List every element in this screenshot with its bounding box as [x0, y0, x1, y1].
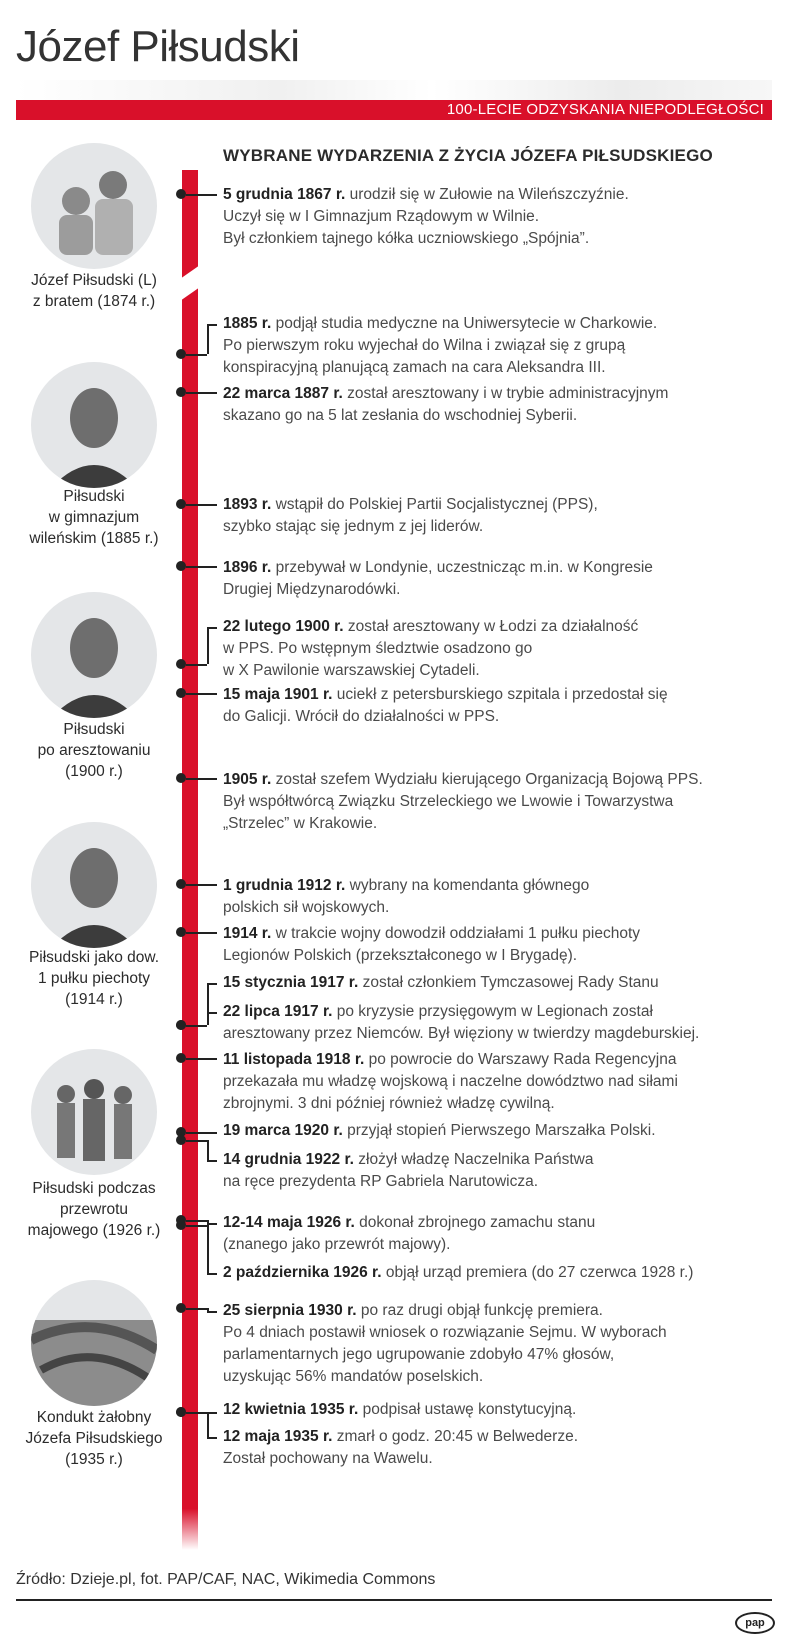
pap-logo: pap [735, 1612, 775, 1634]
bottom-rule [16, 1599, 772, 1601]
event-text-line: Po pierwszym roku wyjechał do Wilna i związał się z grupą [223, 337, 626, 354]
timeline-dot [176, 1020, 186, 1030]
event-date: 1 grudnia 1912 r. [223, 877, 346, 894]
timeline-event [223, 769, 703, 835]
timeline-event [223, 184, 629, 250]
timeline-event [223, 1399, 576, 1421]
event-date: 1885 r. [223, 315, 272, 332]
event-text-line: konspiracyjną planującą zamach na cara Aleksandra III. [223, 359, 606, 376]
timeline-connector [186, 354, 207, 356]
event-text-line: w PPS. Po wstępnym śledztwie osadzono go [223, 640, 533, 657]
timeline-event [223, 1149, 593, 1193]
timeline-connector [186, 504, 217, 506]
timeline-dot [176, 688, 186, 698]
event-date: 12 maja 1935 r. [223, 1428, 333, 1445]
timeline-connector [207, 1412, 209, 1437]
event-text-line: uzyskując 56% mandatów poselskich. [223, 1368, 484, 1385]
event-text-line: „Strzelec” w Krakowie. [223, 815, 378, 832]
timeline-connector [186, 1308, 207, 1310]
event-date: 1905 r. [223, 771, 272, 788]
event-date: 14 grudnia 1922 r. [223, 1151, 354, 1168]
event-text: uciekł z petersburskiego szpitala i przedostał się [332, 686, 668, 703]
timeline-event [223, 684, 668, 728]
timeline-event [223, 923, 640, 967]
event-date: 5 grudnia 1867 r. [223, 186, 346, 203]
event-text: został członkiem Tymczasowej Rady Stanu [358, 974, 659, 991]
event-text-line: Drugiej Międzynarodówki. [223, 581, 401, 598]
timeline-connector [186, 932, 217, 934]
event-text-line: w X Pawilonie warszawskiej Cytadeli. [223, 662, 480, 679]
timeline-connector [207, 1223, 217, 1225]
event-text: podpisał ustawę konstytucyjną. [358, 1401, 577, 1418]
timeline-connector [186, 1140, 207, 1142]
timeline-event [223, 1262, 693, 1284]
event-text-line: na ręce prezydenta RP Gabriela Narutowicza. [223, 1173, 539, 1190]
timeline-connector [207, 1012, 217, 1014]
event-text: wybrany na komendanta głównego [345, 877, 590, 894]
event-text: przebywał w Londynie, uczestnicząc m.in. w Kongresie [271, 559, 653, 576]
event-text: dokonał zbrojnego zamachu stanu [354, 1214, 596, 1231]
timeline-connector [207, 1437, 217, 1439]
timeline-dot [176, 773, 186, 783]
timeline-dot [176, 879, 186, 889]
timeline-event [223, 875, 589, 919]
event-date: 15 maja 1901 r. [223, 686, 333, 703]
event-text-line: szybko stając się jednym z jej liderów. [223, 518, 484, 535]
event-text: podjął studia medyczne na Uniwersytecie w Charkowie. [271, 315, 658, 332]
event-date: 1914 r. [223, 925, 272, 942]
event-text-line: zbrojnymi. 3 dni później również władzę cywilną. [223, 1095, 555, 1112]
timeline-connector [186, 1132, 217, 1134]
event-text-line: do Galicji. Wrócił do działalności w PPS. [223, 708, 500, 725]
timeline-event [223, 616, 638, 682]
event-text-line: Uczył się w I Gimnazjum Rządowym w Wilnie. [223, 208, 540, 225]
event-date: 1893 r. [223, 496, 272, 513]
photo-caption: Piłsudski podczas przewrotu majowego (1926 r.) [27, 1180, 161, 1239]
timeline-connector [186, 566, 217, 568]
timeline-dot [176, 349, 186, 359]
photo-caption: Kondukt żałobny Józefa Piłsudskiego (1935 r.) [25, 1409, 163, 1468]
event-date: 12-14 maja 1926 r. [223, 1214, 355, 1231]
timeline-connector [186, 194, 217, 196]
timeline-dot [176, 499, 186, 509]
timeline-connector [186, 1220, 207, 1222]
event-text-line: parlamentarnych jego ugrupowanie zdobyło 47% głosów, [223, 1346, 615, 1363]
event-date: 25 sierpnia 1930 r. [223, 1302, 357, 1319]
event-text: wstąpił do Polskiej Partii Socjalistycznej (PPS), [271, 496, 598, 513]
timeline-dot [176, 927, 186, 937]
timeline-connector [207, 324, 209, 354]
timeline-dot [176, 1220, 186, 1230]
timeline-event [223, 557, 653, 601]
event-text: zmarł o godz. 20:45 w Belwederze. [332, 1428, 579, 1445]
source-note: Źródło: Dzieje.pl, fot. PAP/CAF, NAC, Wikimedia Commons [16, 1571, 436, 1588]
timeline-dot [176, 189, 186, 199]
timeline-connector [186, 884, 217, 886]
event-text-line: Po 4 dniach postawił wniosek o rozwiązanie Sejmu. W wyborach [223, 1324, 667, 1341]
timeline-event [223, 494, 598, 538]
banner-label: 100-LECIE ODZYSKANIA NIEPODLEGŁOŚCI [446, 101, 764, 118]
event-text-line: aresztowany przez Niemców. Był więziony w twierdzy magdeburskiej. [223, 1025, 700, 1042]
event-date: 15 stycznia 1917 r. [223, 974, 359, 991]
timeline-bar [182, 170, 198, 1550]
timeline-connector [186, 1225, 207, 1227]
photo-commander [31, 822, 157, 948]
timeline-connector [207, 1225, 209, 1273]
event-text: urodził się w Zułowie na Wileńszczyźnie. [345, 186, 629, 203]
timeline-connector [207, 1160, 217, 1162]
flag-red-stripe [16, 100, 772, 120]
event-date: 22 marca 1887 r. [223, 385, 343, 402]
timeline-event [223, 1049, 678, 1115]
event-text: został aresztowany w Łodzi za działalność [343, 618, 639, 635]
photo-funeral [31, 1280, 157, 1406]
timeline-event [223, 1001, 699, 1045]
event-text: został aresztowany i w trybie administracyjnym [342, 385, 669, 402]
timeline-connector [186, 392, 217, 394]
timeline-event [223, 1212, 595, 1256]
event-date: 1896 r. [223, 559, 272, 576]
timeline-connector [186, 1025, 207, 1027]
timeline-connector [207, 1012, 209, 1025]
timeline-dot [176, 1053, 186, 1063]
timeline-dot [176, 1303, 186, 1313]
event-date: 12 kwietnia 1935 r. [223, 1401, 359, 1418]
timeline-dot [176, 1407, 186, 1417]
event-text-line: Został pochowany na Wawelu. [223, 1450, 433, 1467]
event-text: po raz drugi objął funkcję premiera. [356, 1302, 603, 1319]
event-text: złożył władzę Naczelnika Państwa [353, 1151, 594, 1168]
page-title: Józef Piłsudski [16, 22, 300, 71]
timeline-connector [207, 1311, 217, 1313]
photo-caption: Piłsudski po aresztowaniu (1900 r.) [37, 721, 151, 780]
section-title: WYBRANE WYDARZENIA Z ŻYCIA JÓZEFA PIŁSUDSKIEGO [223, 146, 713, 165]
timeline-dot [176, 561, 186, 571]
timeline-event [223, 313, 657, 379]
event-date: 19 marca 1920 r. [223, 1122, 343, 1139]
event-date: 2 października 1926 r. [223, 1264, 382, 1281]
timeline-event [223, 972, 659, 994]
timeline-event [223, 1120, 656, 1142]
event-text-line: (znanego jako przewrót majowy). [223, 1236, 451, 1253]
photo-caption: Piłsudski jako dow. 1 pułku piechoty (1914 r.) [28, 949, 160, 1008]
event-text-line: przekazała mu władzę wojskową i naczelne dowództwo nad siłami [223, 1073, 678, 1090]
event-text: po powrocie do Warszawy Rada Regencyjna [364, 1051, 677, 1068]
event-text-line: skazano go na 5 lat zesłania do wschodniej Syberii. [223, 407, 578, 424]
event-text-line: polskich sił wojskowych. [223, 899, 390, 916]
photo-caption: Józef Piłsudski (L) z bratem (1874 r.) [31, 272, 157, 310]
event-text-line: Legionów Polskich (przekształconego w I Brygadę). [223, 947, 578, 964]
timeline-connector [186, 1058, 217, 1060]
timeline-connector [186, 778, 217, 780]
event-text: w trakcie wojny dowodził oddziałami 1 pułku piechoty [271, 925, 641, 942]
flag-white-stripe [16, 80, 772, 100]
timeline-connector [186, 693, 217, 695]
event-text-line: Był współtwórcą Związku Strzeleckiego we Lwowie i Towarzystwa [223, 793, 674, 810]
timeline-connector [207, 627, 209, 664]
event-text: po kryzysie przysięgowym w Legionach został [332, 1003, 653, 1020]
timeline-event [223, 1300, 667, 1388]
event-date: 22 lutego 1900 r. [223, 618, 344, 635]
event-text: przyjął stopień Pierwszego Marszałka Polski. [342, 1122, 656, 1139]
event-text: został szefem Wydziału kierującego Organizacją Bojową PPS. [271, 771, 703, 788]
photo-brothers [31, 143, 157, 269]
event-text: objął urząd premiera (do 27 czerwca 1928 r.) [381, 1264, 694, 1281]
timeline-connector [207, 983, 217, 985]
photo-coup [31, 1049, 157, 1175]
event-text-line: Był członkiem tajnego kółka uczniowskiego „Spójnia”. [223, 230, 590, 247]
timeline-dot [176, 659, 186, 669]
timeline-connector [207, 1273, 217, 1275]
event-date: 22 lipca 1917 r. [223, 1003, 333, 1020]
photo-caption: Piłsudski w gimnazjum wileńskim (1885 r.) [29, 488, 159, 547]
timeline-connector [186, 1412, 207, 1414]
timeline-connector [207, 324, 217, 326]
event-date: 11 listopada 1918 r. [223, 1051, 365, 1068]
timeline-connector [207, 627, 217, 629]
timeline-connector [186, 664, 207, 666]
timeline-event [223, 1426, 578, 1470]
timeline-connector [207, 1140, 209, 1160]
photo-gymnasium [31, 362, 157, 488]
timeline-dot [176, 1135, 186, 1145]
timeline-dot [176, 387, 186, 397]
photo-arrest [31, 592, 157, 718]
timeline-event [223, 383, 668, 427]
